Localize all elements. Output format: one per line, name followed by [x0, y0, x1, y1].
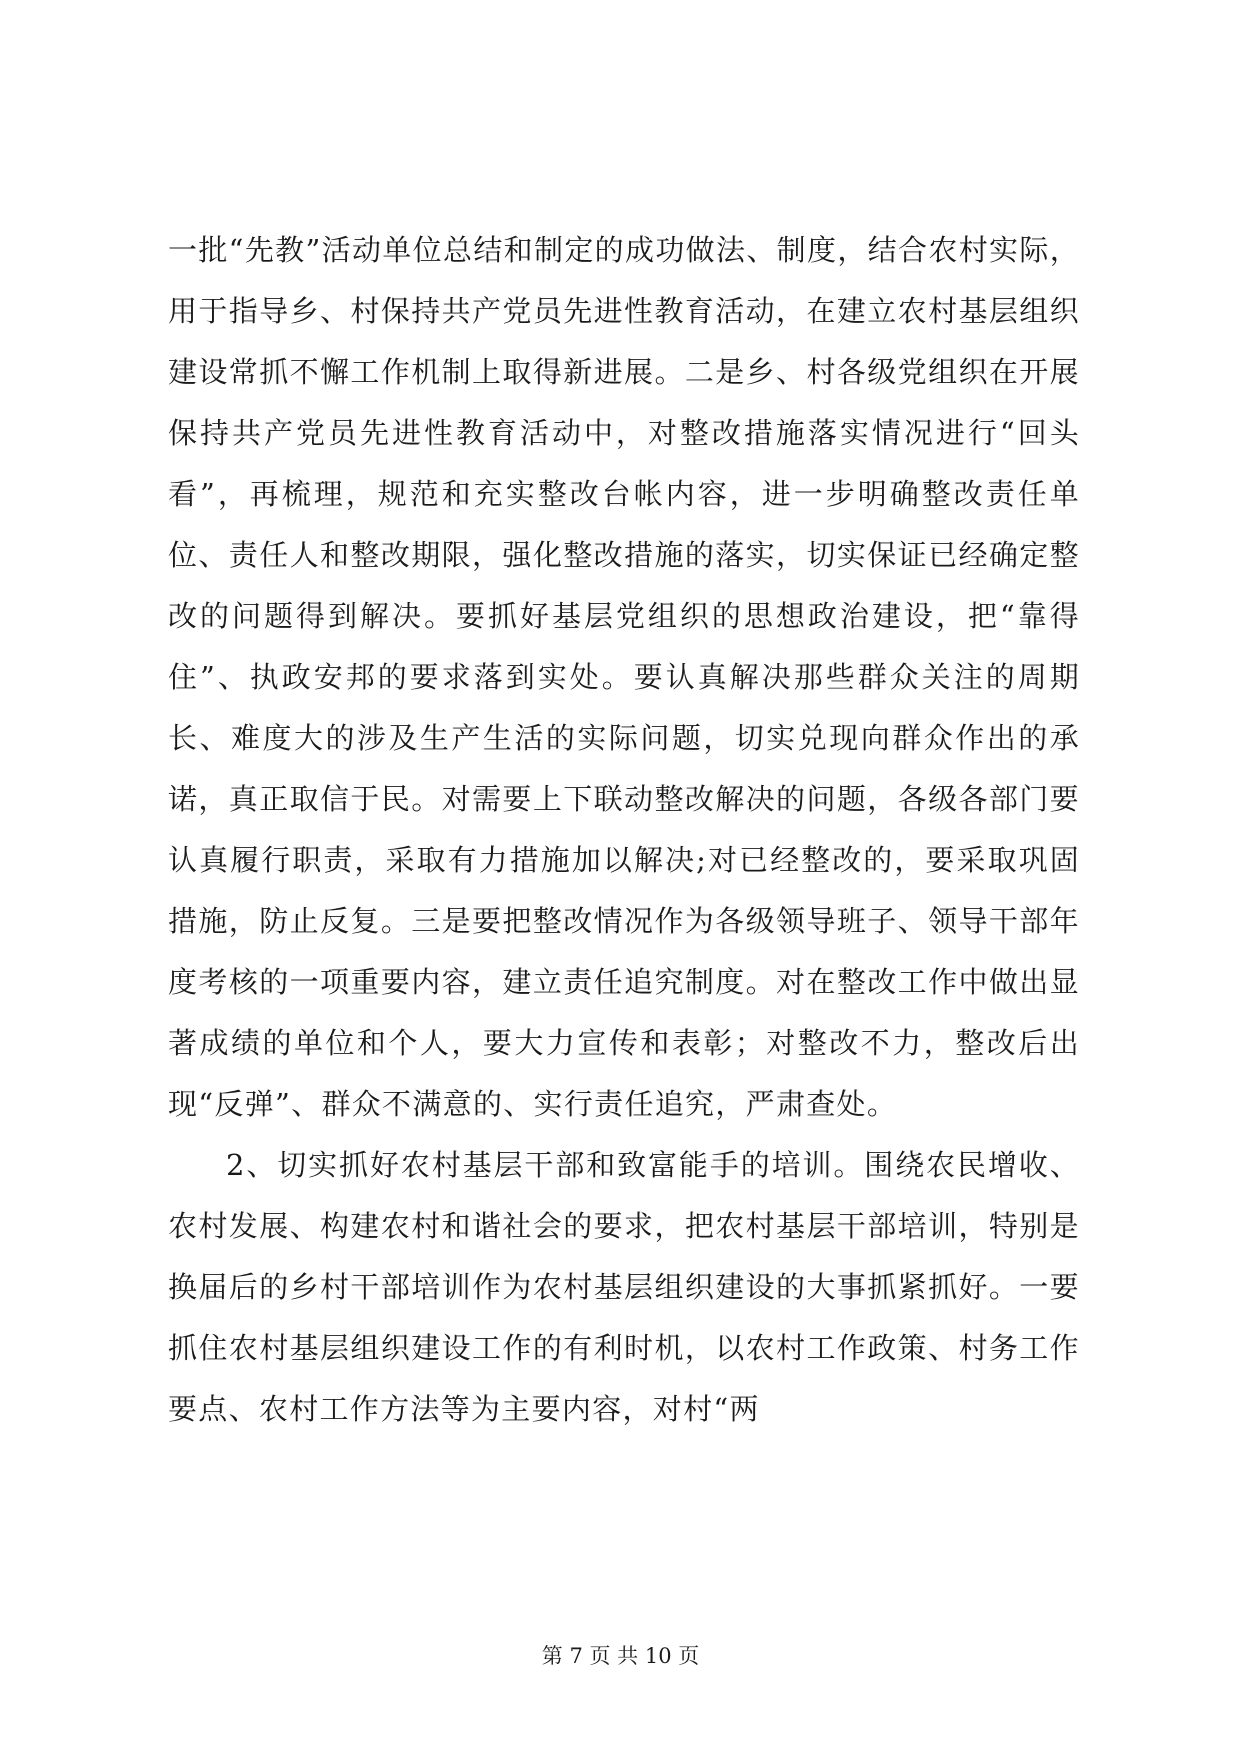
- page-footer: 第 7 页 共 10 页: [541, 1644, 700, 1668]
- paragraph-2: 2、切实抓好农村基层干部和致富能手的培训。围绕农民增收、农村发展、构建农村和谐社会的要求，把农村基层干部培训，特别是换届后的乡村干部培训作为农村基层组织建设的大事抓紧抓好。一要抓住农村基层组织建设工作的有利时机，以农村工作政策、村务工作要点、农村工作方法等为主要内容，对村“两: [168, 1148, 1080, 1426]
- paragraph-1: 一批“先教”活动单位总结和制定的成功做法、制度，结合农村实际，用于指导乡、村保持共产党员先进性教育活动，在建立农村基层组织建设常抓不懈工作机制上取得新进展。二是乡、村各级党组织在开展保持共产党员先进性教育活动中，对整改措施落实情况进行“回头看”，再梳理，规范和充实整改台帐内容，进一步明确整改责任单位、责任人和整改期限，强化整改措施的落实，切实保证已经确定整改的问题得到解决。要抓好基层党组织的思想政治建设，把“靠得住”、执政安邦的要求落到实处。要认真解决那些群众关注的周期长、难度大的涉及生产生活的实际问题，切实兑现向群众作出的承诺，真正取信于民。对需要上下联动整改解决的问题，各级各部门要认真履行职责，采取有力措施加以解决;对已经整改的，要采取巩固措施，防止反复。三是要把整改情况作为各级领导班子、领导干部年度考核的一项重要内容，建立责任追究制度。对在整改工作中做出显著成绩的单位和个人，要大力宣传和表彰；对整改不力，整改后出现“反弹”、群众不满意的、实行责任追究，严肃查处。: [168, 233, 1080, 1121]
- document-body: [168, 220, 1080, 1440]
